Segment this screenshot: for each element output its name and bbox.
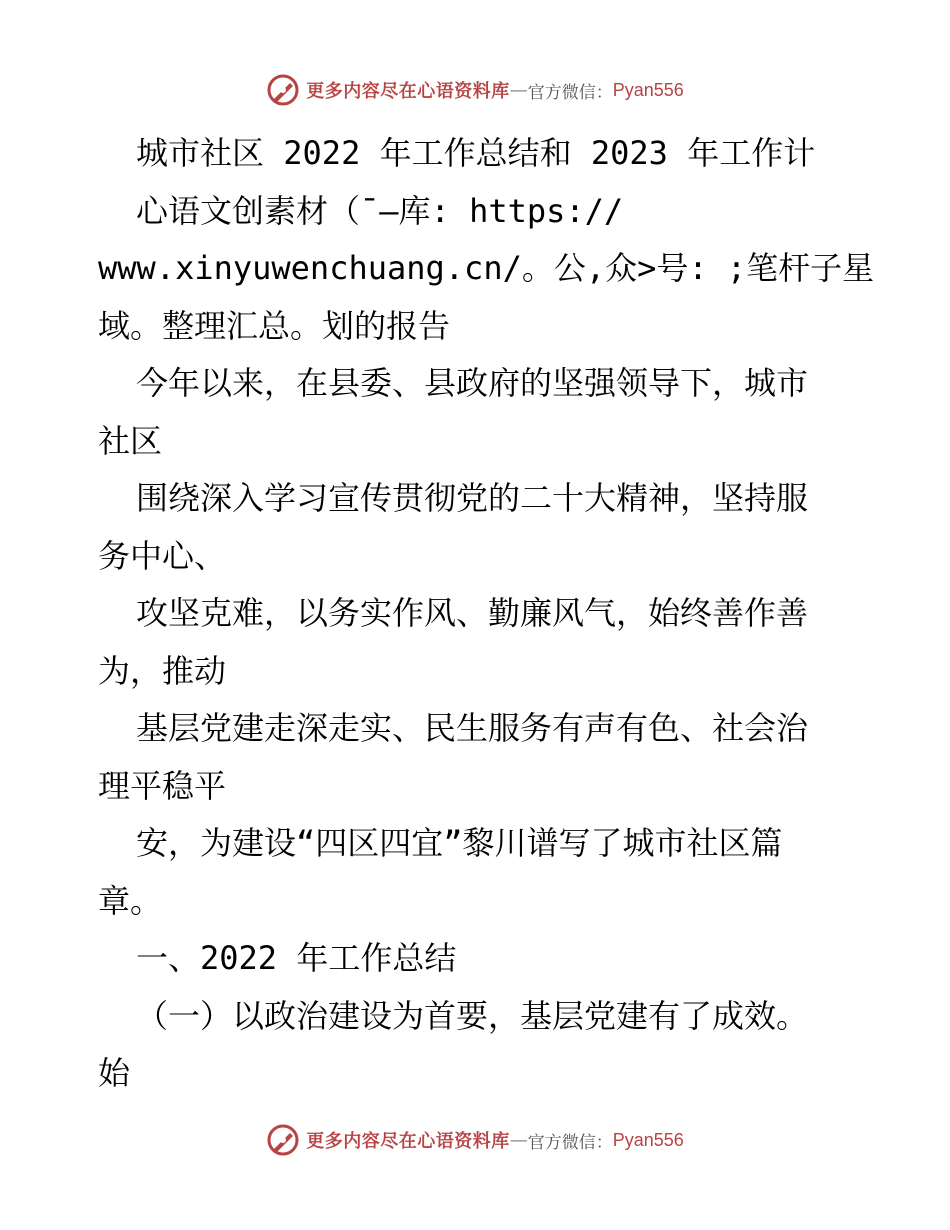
doc-line: 攻坚克难，以务实作风、勤廉风气，始终善作善 xyxy=(136,594,809,632)
banner-wechat-id: Pyan556 xyxy=(612,1129,684,1150)
pen-logo-icon xyxy=(266,73,300,107)
banner-wechat-label: 官方微信： xyxy=(527,82,613,103)
pen-logo-icon xyxy=(266,1123,300,1157)
doc-line: （一）以政治建设为首要，基层党建有了成效。 xyxy=(136,996,809,1035)
doc-line: 章。 xyxy=(98,881,163,920)
section-heading: 一、2022 年工作总结 xyxy=(136,939,457,977)
doc-line: 社区 xyxy=(98,421,163,460)
banner-main-text: 更多内容尽在心语资料库 xyxy=(306,1131,510,1152)
doc-line: 今年以来，在县委、县政府的坚强领导下，城市 xyxy=(136,364,809,402)
banner-wechat-label: 官方微信： xyxy=(527,1132,613,1153)
doc-line: 为，推动 xyxy=(98,651,227,690)
doc-line: 围绕深入学习宣传贯彻党的二十大精神，坚持服 xyxy=(136,479,809,517)
footer-banner xyxy=(0,1120,950,1160)
doc-line: 始 xyxy=(98,1054,131,1092)
header-banner xyxy=(0,70,950,110)
doc-line: 安，为建设“四区四宜”黎川谱写了城市社区篇 xyxy=(136,824,783,862)
banner-separator: — xyxy=(509,1129,528,1151)
doc-line: 务中心、 xyxy=(98,536,227,575)
banner-main-text: 更多内容尽在心语资料库 xyxy=(306,81,510,102)
doc-line: 基层党建走深走实、民生服务有声有色、社会治 xyxy=(136,709,809,747)
doc-line: 城市社区 2022 年工作总结和 2023 年工作计 xyxy=(136,134,816,172)
doc-line: 域。整理汇总。划的报告 xyxy=(98,306,451,345)
document-body xyxy=(98,125,875,1103)
doc-line: www.xinyuwenchuang.cn/。公,众>号: ;笔杆子星 xyxy=(98,249,875,287)
doc-line: 心语文创素材（¯—库: https:// xyxy=(136,191,624,230)
banner-separator: — xyxy=(509,79,528,101)
banner-wechat-id: Pyan556 xyxy=(612,79,684,100)
doc-line: 理平稳平 xyxy=(98,766,227,805)
